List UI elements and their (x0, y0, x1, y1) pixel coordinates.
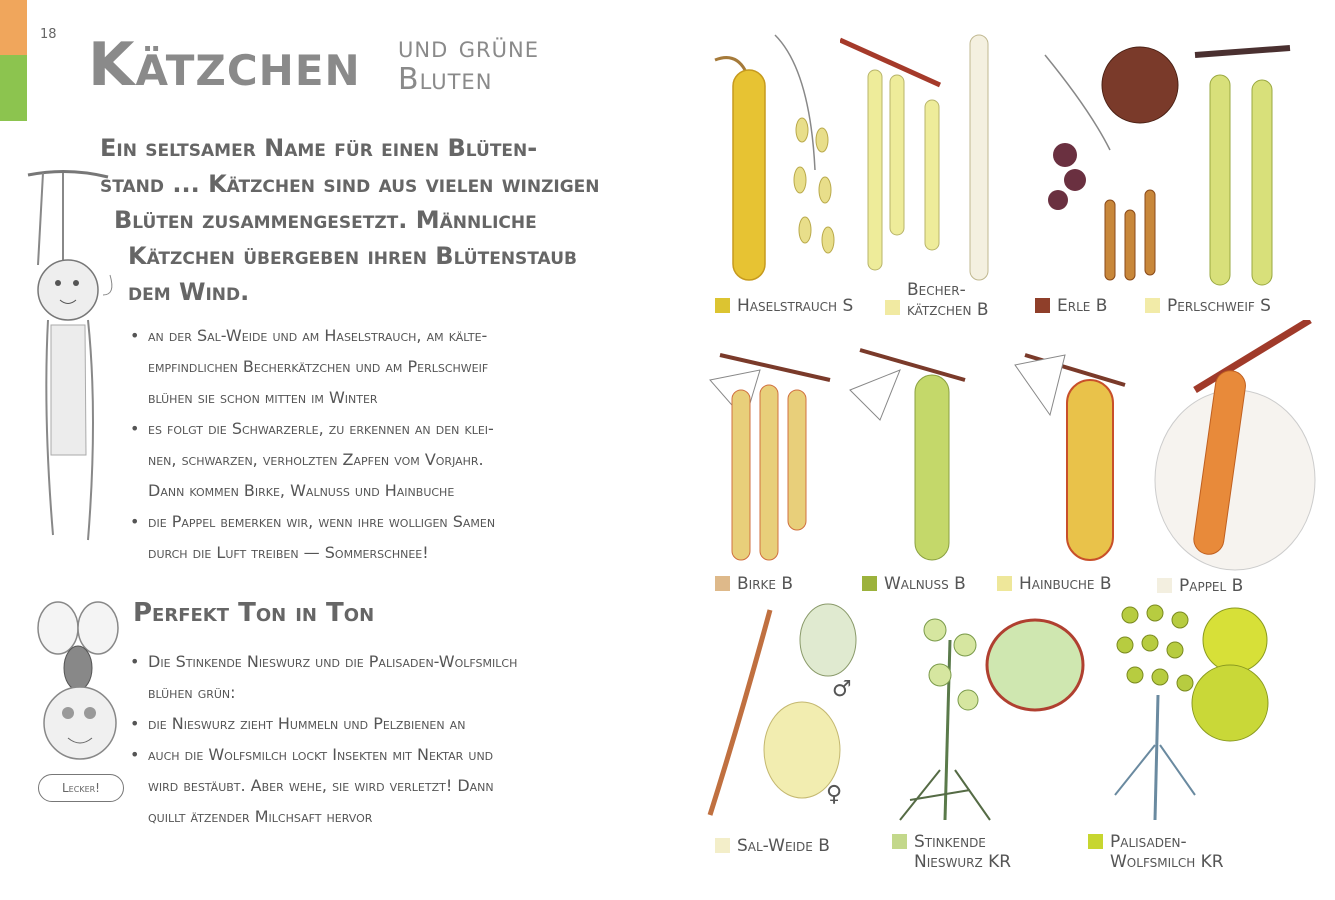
legend-sal-weide (715, 836, 830, 856)
hellebore-illustration (880, 600, 1090, 830)
legend-palisaden-wolfsmilch (1088, 832, 1224, 872)
legend-label: Birke B (737, 574, 794, 594)
legend-label-line1: Becher- (907, 280, 966, 300)
poplar-illustration (1150, 320, 1320, 575)
list-item (130, 646, 620, 708)
section2-bullet-list (130, 646, 620, 832)
intro-line: Ein seltsamer Name für einen Blüten- (100, 134, 538, 162)
legend-becherkaetzchen (885, 280, 989, 320)
tab-green (0, 55, 27, 121)
info-bullet-list (130, 320, 620, 568)
subtitle-line-2: Bluten (398, 62, 493, 97)
legend-label-line1: Stinkende (914, 832, 986, 852)
list-item-line: • auch die Wolfsmilch lockt Insekten mit Nektar und (148, 745, 494, 764)
list-item-line: • die Nieswurz zieht Hummeln und Pelzbienen an (148, 714, 466, 733)
legend-birke (715, 574, 793, 594)
list-item (130, 506, 620, 568)
intro-line: Kätzchen übergeben ihren Blütenstaub (128, 242, 577, 270)
page-subtitle (398, 32, 539, 96)
female-symbol: ♀ (826, 782, 843, 807)
list-item-line: empfindlichen Becherkätzchen und am Perlschweif (148, 357, 489, 376)
list-item-line: wird bestäubt. Aber wehe, sie wird verletzt! Dann (148, 776, 494, 795)
list-item (130, 739, 620, 832)
legend-swatch (1157, 578, 1172, 593)
legend-hainbuche (997, 574, 1112, 594)
list-item-line: quillt ätzender Milchsaft hervor (148, 807, 373, 826)
page-number: 18 (40, 27, 57, 42)
list-item-line: blühen sie schon mitten im Winter (148, 388, 378, 407)
legend-label-line1: Palisaden- (1110, 832, 1187, 852)
birch-illustration (690, 340, 840, 570)
page-title: Kätzchen (88, 30, 361, 100)
legend-swatch (892, 834, 907, 849)
intro-text (100, 130, 660, 310)
legend-label (914, 832, 1011, 872)
list-item-line: Dann kommen Birke, Walnuss und Hainbuche (148, 481, 455, 500)
becherkaetzchen-illustration (770, 30, 850, 290)
legend-swatch (1088, 834, 1103, 849)
wolfsmilch-illustration (1100, 595, 1310, 830)
list-item-line: blühen grün: (148, 683, 236, 702)
legend-swatch (997, 576, 1012, 591)
perlschweif-illustration (1190, 40, 1300, 290)
hornbeam-illustration (1005, 335, 1145, 570)
list-item-line: • Die Stinkende Nieswurz und die Palisaden-Wolfsmilch (148, 652, 518, 671)
tab-orange (0, 0, 27, 55)
list-item-line: • es folgt die Schwarzerle, zu erkennen an den klei- (148, 419, 494, 438)
legend-label: Hainbuche B (1019, 574, 1112, 594)
legend-label (907, 280, 989, 320)
perlschweif-branch-illustration (840, 30, 950, 290)
legend-pappel (1157, 576, 1243, 596)
legend-label: Haselstrauch S (737, 296, 854, 316)
legend-haselstrauch (715, 296, 853, 316)
list-item-line: • die Pappel bemerken wir, wenn ihre wolligen Samen (148, 512, 496, 531)
section-title: Perfekt Ton in Ton (133, 598, 375, 628)
legend-swatch (1145, 298, 1160, 313)
bee-illustration (30, 598, 125, 778)
alder-illustration (1030, 40, 1190, 290)
legend-label-line2: Nieswurz KR (914, 852, 1012, 872)
list-item (130, 413, 620, 506)
list-item (130, 320, 620, 413)
list-item-line: durch die Luft treiben — Sommerschnee! (148, 543, 429, 562)
legend-swatch (1035, 298, 1050, 313)
legend-erle (1035, 296, 1107, 316)
list-item (130, 708, 620, 739)
legend-label: Sal-Weide B (737, 836, 830, 856)
legend-label: Pappel B (1179, 576, 1244, 596)
list-item-line: • an der Sal-Weide und am Haselstrauch, am kälte- (148, 326, 488, 345)
legend-label (1110, 832, 1224, 872)
legend-swatch (885, 300, 900, 315)
intro-line: stand ... Kätzchen sind aus vielen winzigen (100, 170, 600, 198)
list-item-line: nen, schwarzen, verholzten Zapfen vom Vorjahr. (148, 450, 484, 469)
legend-label: Walnuss B (884, 574, 966, 594)
legend-label: Perlschweif S (1167, 296, 1271, 316)
legend-stinkende-nieswurz (892, 832, 1011, 872)
legend-swatch (715, 298, 730, 313)
male-symbol: ♂ (832, 677, 852, 702)
walnut-illustration (840, 340, 970, 570)
speech-bubble: Lecker! (38, 774, 124, 802)
intro-line: dem Wind. (128, 278, 250, 306)
white-catkin-illustration (960, 25, 1000, 285)
legend-label: Erle B (1057, 296, 1108, 316)
chapter-tabs (0, 0, 27, 121)
subtitle-line-1: und grüne (398, 30, 539, 65)
legend-swatch (715, 576, 730, 591)
legend-perlschweif (1145, 296, 1271, 316)
legend-label-line2: kätzchen B (907, 300, 989, 320)
legend-swatch (715, 838, 730, 853)
legend-swatch (862, 576, 877, 591)
legend-label-line2: Wolfsmilch KR (1110, 852, 1224, 872)
legend-walnuss (862, 574, 966, 594)
intro-line: Blüten zusammengesetzt. Männliche (114, 206, 537, 234)
